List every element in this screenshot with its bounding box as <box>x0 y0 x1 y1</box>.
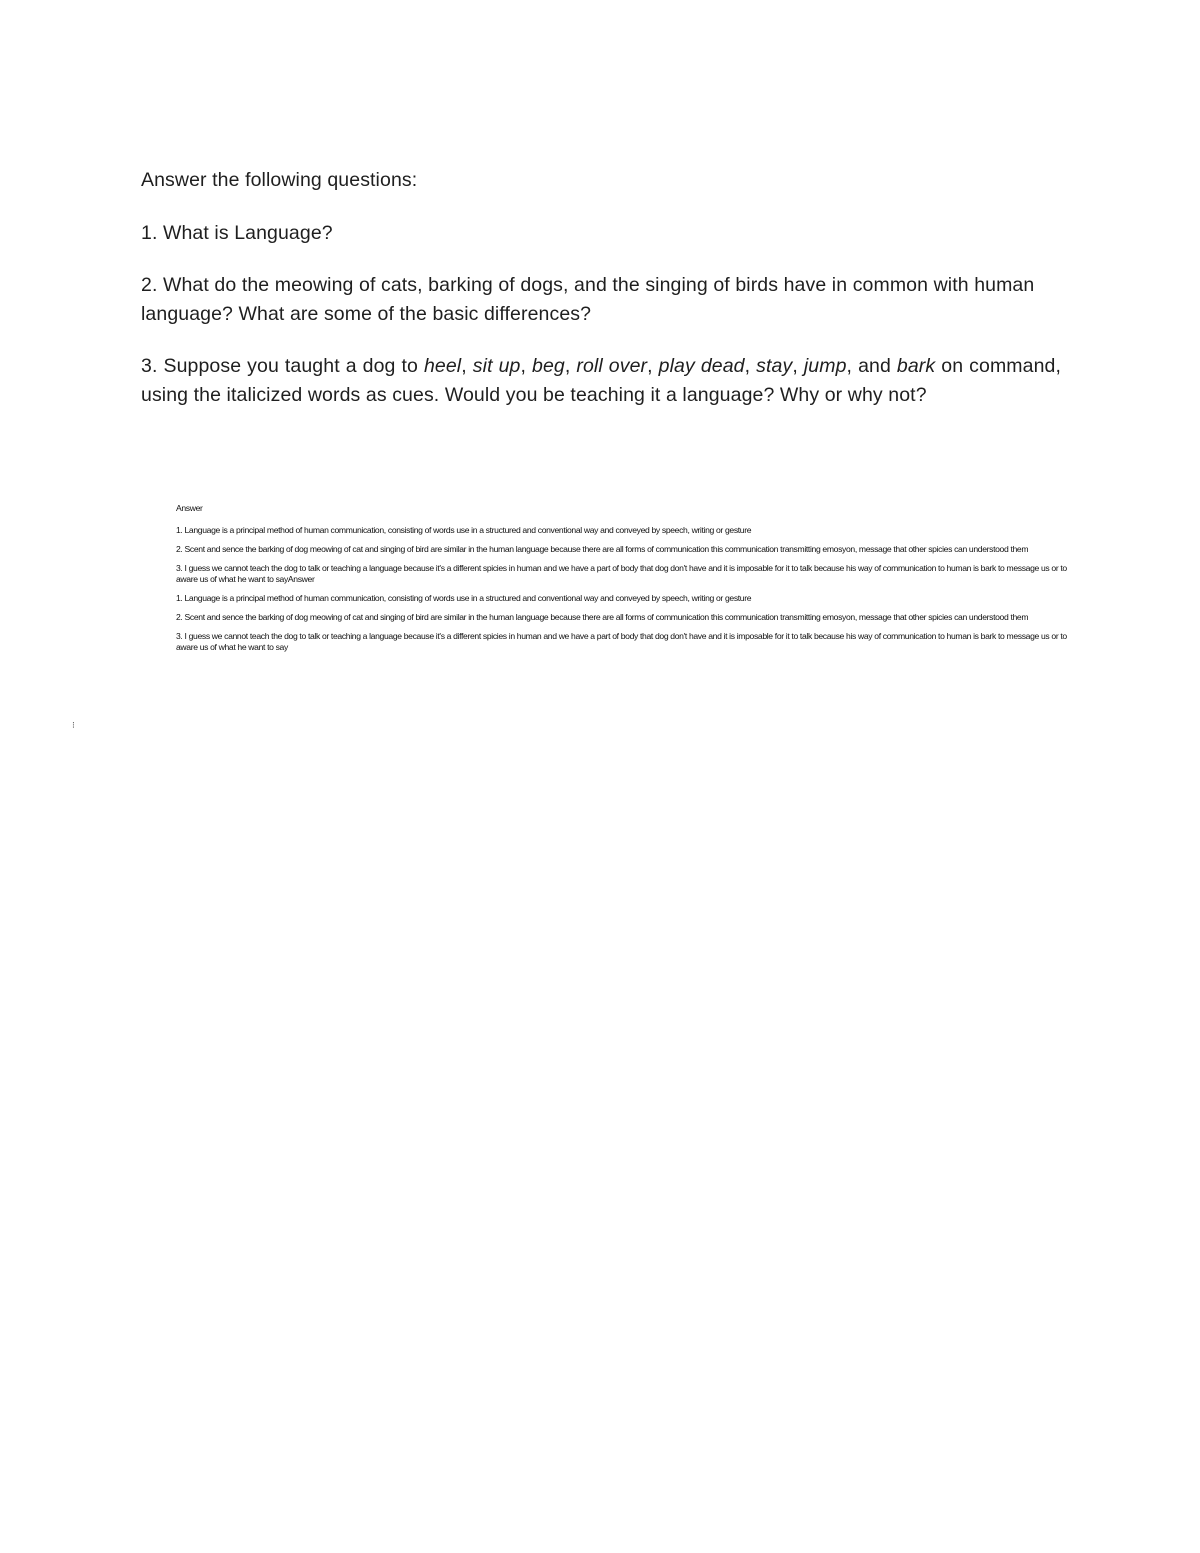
cue-jump: jump <box>803 355 847 377</box>
questions-heading: Answer the following questions: <box>141 169 418 191</box>
questions-section <box>141 166 1061 409</box>
cue-beg: beg <box>532 355 565 377</box>
answer-3: 3. I guess we cannot teach the dog to talk or teaching a language because it's a different spicies in human and we have a part of body that dog don't have and it is imposable for it to talk because his way of communication to human is bark to message us or to aware us of what he want to sayAnswer <box>176 563 1067 584</box>
cue-separator: , <box>744 355 757 377</box>
answer-3-repeat: 3. I guess we cannot teach the dog to talk or teaching a language because it's a different spicies in human and we have a part of body that dog don't have and it is imposable for it to talk because his way of communication to human is bark to message us or to aware us of what he want to say <box>176 631 1067 652</box>
cue-separator: , <box>520 355 533 377</box>
question-1: 1. What is Language? <box>141 221 333 244</box>
question-3 <box>141 352 1061 409</box>
answers-section <box>176 503 1086 661</box>
stray-mark: ⁝ <box>72 720 75 730</box>
cue-separator: , and <box>846 355 897 377</box>
question-3-suffix: on command, using the italicized words as cues. Would you be teaching it a language? Why or why not? <box>141 355 1061 406</box>
cue-separator: , <box>647 355 659 377</box>
answer-1: 1. Language is a principal method of human communication, consisting of words use in a structured and conventional way and conveyed by speech, writing or gesture <box>176 525 752 535</box>
question-3-prefix: 3. Suppose you taught a dog to <box>141 355 424 377</box>
cue-play-dead: play dead <box>658 355 745 377</box>
cue-sit-up: sit up <box>472 355 521 377</box>
cue-separator: , <box>564 355 577 377</box>
question-2: 2. What do the meowing of cats, barking of dogs, and the singing of birds have in common with human language? What are some of the basic differences? <box>141 274 1035 325</box>
answer-2: 2. Scent and sence the barking of dog meowing of cat and singing of bird are similar in the human language because there are all forms of communication this communication transmitting emosyon, message that other spicies can understood them <box>176 544 1029 554</box>
cue-roll-over: roll over <box>576 355 648 377</box>
cue-separator: , <box>461 355 473 377</box>
cue-stay: stay <box>756 355 793 377</box>
answer-2-repeat: 2. Scent and sence the barking of dog meowing of cat and singing of bird are similar in the human language because there are all forms of communication this communication transmitting emosyon, message that other spicies can understood them <box>176 612 1029 622</box>
answer-1-repeat: 1. Language is a principal method of human communication, consisting of words use in a structured and conventional way and conveyed by speech, writing or gesture <box>176 593 752 603</box>
cue-heel: heel <box>423 355 462 377</box>
cue-separator: , <box>792 355 804 377</box>
answers-heading: Answer <box>176 503 203 513</box>
cue-bark: bark <box>896 355 936 377</box>
